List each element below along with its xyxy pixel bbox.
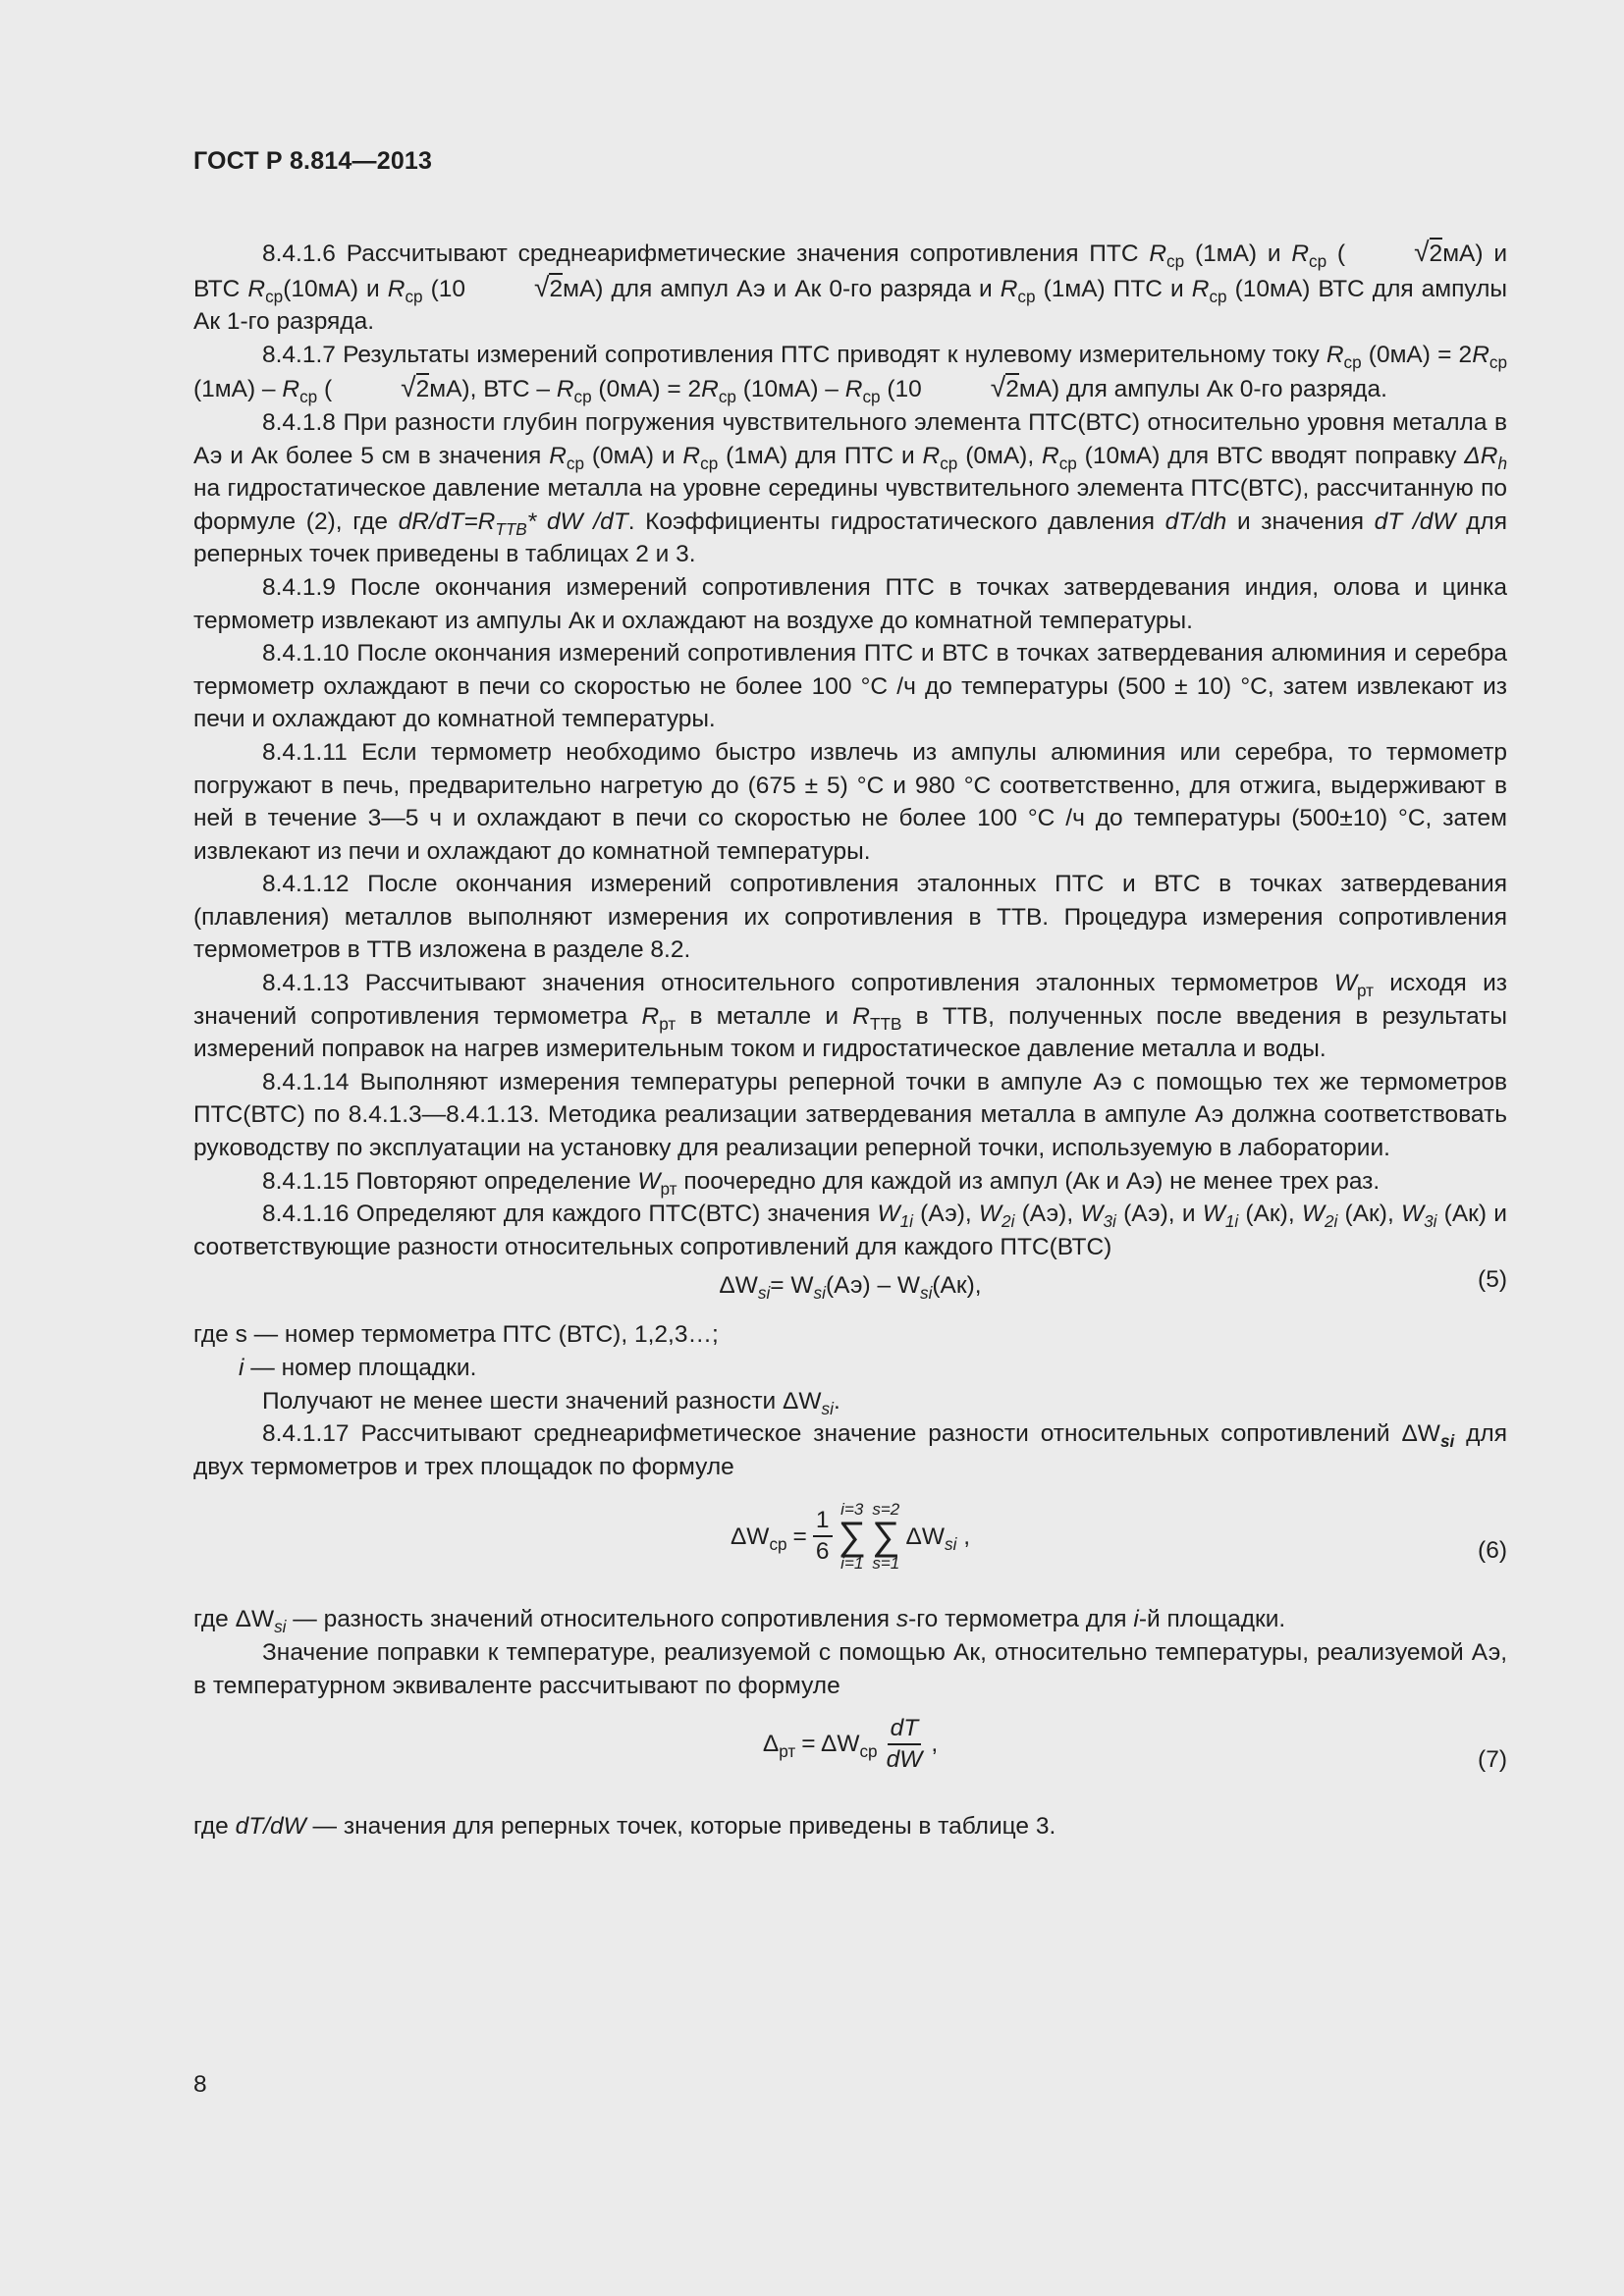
paragraph-8-4-1-9: 8.4.1.9 После окончания измерений сопротивления ПТС в точках затвердевания индия, олова и цинка термометр извлекают из ампулы Ак и охлаждают на воздухе до комнатной температуры. (193, 573, 1507, 634)
where-clause-dtdw: где dT/dW — значения для реперных точек, которые приведены в таблице 3. (193, 1813, 1056, 1841)
paragraph-8-4-1-8: 8.4.1.8 При разности глубин погружения чувствительного элемента ПТС(ВТС) относительно уровня металла в Аэ и Ак более 5 см в значения $R_{ср}$ (0мА) и $R_{ср}$ (1мА) для ПТС и $R_{ср}$ (0мА), $R_{ср}$ (10мА) для ВТС вводят поправку $\Delta R_h$ на гидростатическое давление металла на уровне середины чувствительного элемента ПТС(ВТС), рассчитанную по формуле (2), где $dR/dT=R_{TTB}*$ dW /dT. Коэффициенты гидростатического давления dT/dh и значения dT /dW для реперных точек приведены в таблицах 2 и 3. (193, 408, 1507, 568)
sqrt-symbol: √2 (401, 371, 430, 403)
equation-7-body: $\Delta_{рт}$ = $\Delta W_{ср}$ $\frac{dT}{dW}$ , (762, 1715, 939, 1774)
equation-6-body: $\Delta W_{ср}$ = $\frac{1}{6}$ i=3 ∑ i=1 s=2 ∑ s=1 $\Delta W_{si}$ , (730, 1500, 971, 1574)
equation-7 (193, 1714, 1507, 1810)
paragraph-8-4-1-12: 8.4.1.12 После окончания измерений сопротивления эталонных ПТС и ВТС в точках затвердевания (плавления) металлов выполняют измерения их сопротивления в ТТВ. Процедура измерения сопротивления термометров в ТТВ изложена в разделе 8.2. (193, 871, 1507, 964)
equation-5-body: $\Delta W_{si}= W_{si}(Аэ) - W_{si}(Ак)$, (719, 1272, 982, 1304)
paragraph-8-4-1-10: 8.4.1.10 После окончания измерений сопротивления ПТС и ВТС в точках затвердевания алюминия и серебра термометр охлаждают в печи со скоростью не более 100 °С /ч до температуры (500 ± 10) °С, затем извлекают из печи и охлаждают до комнатной температуры. (193, 640, 1507, 733)
paragraph-8-4-1-17: 8.4.1.17 Рассчитывают среднеарифметическое значение разности относительных сопротивлений $\Delta W_{si}$ для двух термометров и трех площадок по формуле (193, 1420, 1507, 1480)
equation-number: (7) (1478, 1746, 1507, 1774)
sqrt-symbol: √2 (990, 371, 1019, 403)
equation-6 (193, 1501, 1507, 1603)
equation-number: (5) (1478, 1266, 1507, 1294)
sqrt-symbol: √2 (534, 270, 564, 302)
equation-number: (6) (1478, 1537, 1507, 1565)
document-header: ГОСТ Р 8.814—2013 (193, 147, 433, 175)
paragraph-8-4-1-11: 8.4.1.11 Если термометр необходимо быстро извлечь из ампулы алюминия или серебра, то термометр погружают в печь, предварительно нагретую до (675 ± 5) °С и 980 °С соответственно, для отжига, выдерживают в ней в течение 3—5 ч и охлаждают в печи со скоростью не более 100 °С /ч до температуры (500±10) °С, затем извлекают из печи и охлаждают до комнатной температуры. (193, 738, 1507, 865)
paragraph-8-4-1-15: 8.4.1.15 Повторяют определение $W_{рт}$ поочередно для каждой из ампул (Ак и Аэ) не менее трех раз. (262, 1167, 1380, 1199)
where-clause-s: где s — номер термометра ПТС (ВТС), 1,2,3…; (193, 1321, 719, 1349)
page-number: 8 (193, 2071, 207, 2098)
paragraph-receive: Получают не менее шести значений разности $\Delta W_{si}$. (262, 1387, 840, 1418)
paragraph-8-4-1-7: 8.4.1.7 Результаты измерений сопротивления ПТС приводят к нулевому измерительному току $R_{ср}$ $(0мА) = 2R_{ср}$ $(1мА) - R_{ср}$ ( √2мА), ВТС – $R_{ср}$ $(0мА) = 2R_{ср}$ $(10мА) - R_{ср}$ (10 √2мА) для ампулы Ак 0-го разряда. (193, 341, 1507, 407)
sum-over-s: s=2 ∑ s=1 (872, 1500, 900, 1574)
paragraph-8-4-1-16: 8.4.1.16 Определяют для каждого ПТС(ВТС) значения $W_{1i}$ (Аэ), $W_{2i}$ (Аэ), $W_{3i}$ (Аэ), и $W_{1i}$ (Ак), $W_{2i}$ (Ак), $W_{3i}$ (Ак) и соответствующие разности относительных сопротивлений для каждого ПТС(ВТС) (193, 1201, 1507, 1260)
paragraph-8-4-1-14: 8.4.1.14 Выполняют измерения температуры реперной точки в ампуле Аэ с помощью тех же термометров ПТС(ВТС) по 8.4.1.3—8.4.1.13. Методика реализации затвердевания металла в ампуле Аэ должна соответствовать руководству по эксплуатации на установку для реализации реперной точки, используемую в лаборатории. (193, 1068, 1507, 1162)
paragraph-8-4-1-13: 8.4.1.13 Рассчитывают значения относительного сопротивления эталонных термометров $W_{рт}$ исходя из значений сопротивления термометра $R_{рт}$ в металле и $R_{ТТВ}$ в ТТВ, полученных после введения в результаты измерений поправок на нагрев измерительным током и гидростатическое давление металла и воды. (193, 970, 1507, 1063)
fraction-dT-dW: $\frac{dT}{dW}$ (886, 1715, 923, 1774)
sqrt-symbol: √2 (1414, 236, 1443, 267)
paragraph-correction: Значение поправки к температуре, реализуемой с помощью Ак, относительно температуры, реализуемой Аэ, в температурном эквиваленте рассчитывают по формуле (193, 1638, 1507, 1699)
document-body (193, 236, 1507, 1843)
where-clause-dw: где $\Delta W_{si}$ — разность значений относительного сопротивления s-го термометра для i-й площадки. (193, 1606, 1286, 1637)
equation-5 (193, 1263, 1507, 1318)
fraction-one-sixth: $\frac{1}{6}$ (813, 1506, 833, 1567)
where-clause-i: i — номер площадки. (239, 1355, 477, 1381)
paragraph-8-4-1-6: 8.4.1.6 Рассчитывают среднеарифметические значения сопротивления ПТС $R_{ср}$ (1мА) и $R_{ср}$ ( √2мА) и ВТС $R_{ср}(10мА)$ и $R_{ср}$ (10 √2мА) для ампул Аэ и Ак 0-го разряда и $R_{ср}$ (1мА) ПТС и $R_{ср}$ (10мА) ВТС для ампулы Ак 1-го разряда. (193, 236, 1508, 336)
sum-over-i: i=3 ∑ i=1 (838, 1500, 867, 1574)
